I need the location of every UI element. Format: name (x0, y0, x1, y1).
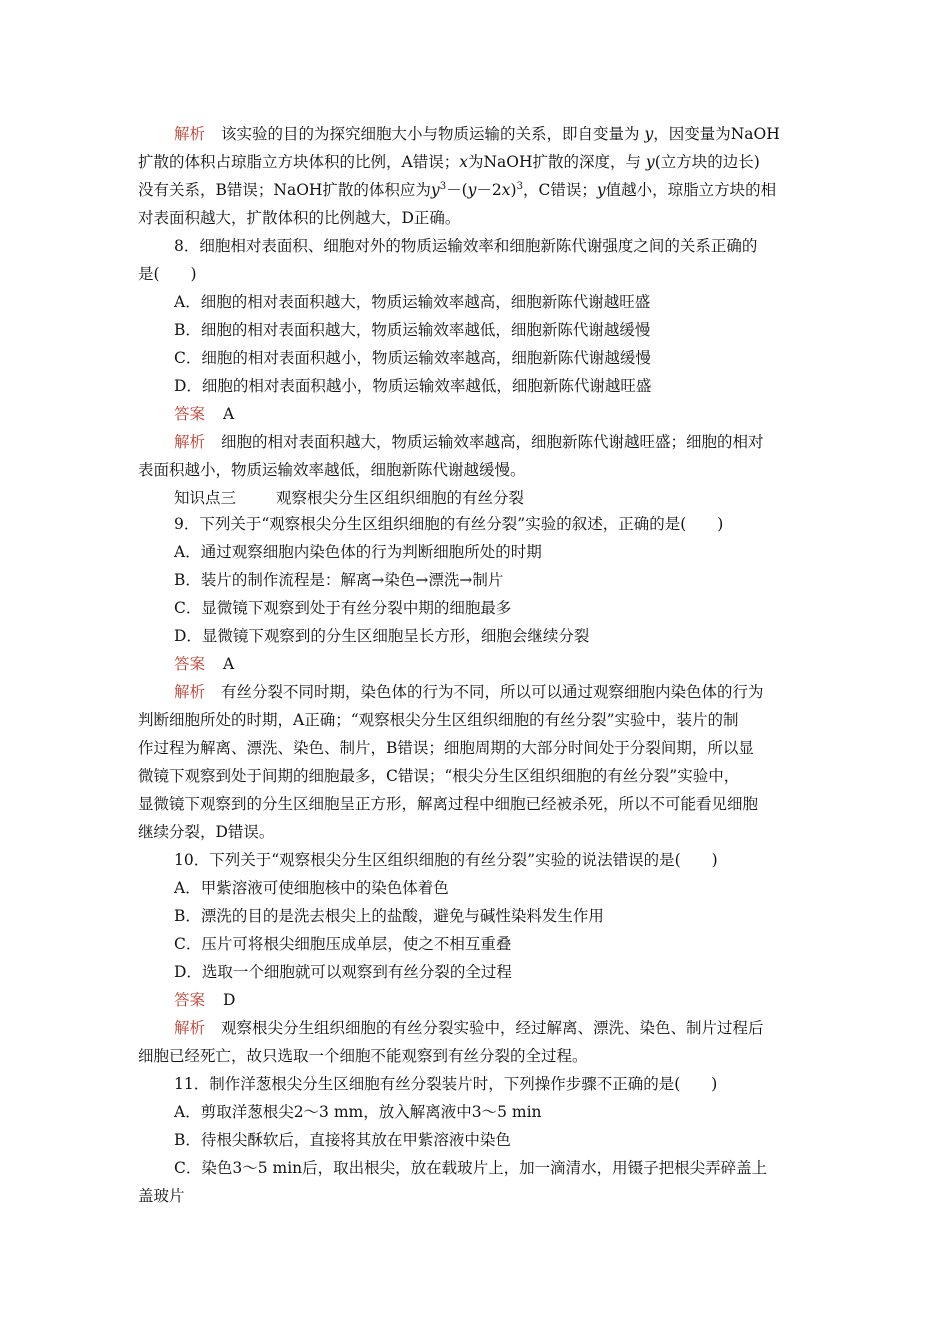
explanation-line: 没有关系，B错误；NaOH扩散的体积应为$y^3-(y-2x)^3$，C错误；y值越小，琼脂立方块的相 (138, 180, 777, 199)
question-stem: 11．制作洋葱根尖分生区细胞有丝分裂装片时，下列操作步骤不正确的是( ) (174, 1075, 718, 1093)
explanation-line: 解析 细胞的相对表面积越大，物质运输效率越高，细胞新陈代谢越旺盛；细胞的相对 (174, 433, 764, 451)
answer-line: 答案 A (174, 655, 235, 673)
option-d: D．细胞的相对表面积越小，物质运输效率越低，细胞新陈代谢越旺盛 (174, 377, 652, 395)
option-c: C．细胞的相对表面积越小，物质运输效率越高，细胞新陈代谢越缓慢 (174, 349, 651, 367)
explanation-label: 解析 (174, 125, 206, 143)
answer-label: 答案 (174, 405, 206, 423)
explanation-line: 细胞已经死亡，故只选取一个细胞不能观察到有丝分裂的全过程。 (138, 1047, 588, 1065)
option-b: B．待根尖酥软后，直接将其放在甲紫溶液中染色 (174, 1131, 511, 1149)
option-a: A．通过观察细胞内染色体的行为判断细胞所处的时期 (174, 543, 542, 561)
option-c-continued: 盖玻片 (138, 1187, 185, 1205)
question-stem: 9．下列关于“观察根尖分生区组织细胞的有丝分裂”实验的叙述，正确的是( ) (174, 515, 724, 533)
answer-label: 答案 (174, 655, 206, 673)
question-stem: 是( ) (138, 265, 197, 283)
option-c: C．染色3～5 min后，取出根尖，放在载玻片上，加一滴清水，用镊子把根尖弄碎盖上 (174, 1159, 768, 1177)
explanation-line: 继续分裂，D错误。 (138, 823, 275, 841)
option-a: A．细胞的相对表面积越大，物质运输效率越高，细胞新陈代谢越旺盛 (174, 293, 651, 311)
explanation-line: 扩散的体积占琼脂立方块体积的比例，A错误；x为NaOH扩散的深度，与 y(立方块的边长) (138, 153, 760, 171)
option-b: B．漂洗的目的是洗去根尖上的盐酸，避免与碱性染料发生作用 (174, 907, 604, 925)
explanation-line: 显微镜下观察到的分生区细胞呈正方形，解离过程中细胞已经被杀死，所以不可能看见细胞 (138, 795, 759, 813)
option-d: D．选取一个细胞就可以观察到有丝分裂的全过程 (174, 963, 512, 981)
explanation-label: 解析 (174, 1019, 206, 1037)
explanation-line: 微镜下观察到处于间期的细胞最多，C错误；“根尖分生区组织细胞的有丝分裂”实验中， (138, 767, 740, 785)
option-d: D．显微镜下观察到的分生区细胞呈长方形，细胞会继续分裂 (174, 627, 590, 645)
explanation-line: 对表面积越大，扩散体积的比例越大，D正确。 (138, 209, 461, 227)
option-a: A．甲紫溶液可使细胞核中的染色体着色 (174, 879, 449, 897)
explanation-line: 解析 该实验的目的为探究细胞大小与物质运输的关系，即自变量为 y，因变量为NaOH (174, 125, 780, 143)
answer-label: 答案 (174, 991, 206, 1009)
option-b: B．装片的制作流程是：解离→染色→漂洗→制片 (174, 571, 504, 589)
answer-line: 答案 D (174, 991, 236, 1009)
answer-line: 答案 A (174, 405, 235, 423)
option-b: B．细胞的相对表面积越大，物质运输效率越低，细胞新陈代谢越缓慢 (174, 321, 651, 339)
explanation-line: 解析 有丝分裂不同时期，染色体的行为不同，所以可以通过观察细胞内染色体的行为 (174, 683, 764, 701)
option-c: C．显微镜下观察到处于有丝分裂中期的细胞最多 (174, 599, 512, 617)
explanation-line: 表面积越小，物质运输效率越低，细胞新陈代谢越缓慢。 (138, 461, 526, 479)
knowledge-point-heading: 知识点三 观察根尖分生区组织细胞的有丝分裂 (174, 489, 525, 507)
question-stem: 10．下列关于“观察根尖分生区组织细胞的有丝分裂”实验的说法错误的是( ) (174, 851, 718, 869)
explanation-label: 解析 (174, 683, 206, 701)
option-c: C．压片可将根尖细胞压成单层，使之不相互重叠 (174, 935, 512, 953)
explanation-line: 解析 观察根尖分生组织细胞的有丝分裂实验中，经过解离、漂洗、染色、制片过程后 (174, 1019, 764, 1037)
explanation-line: 判断细胞所处的时期，A正确；“观察根尖分生区组织细胞的有丝分裂”实验中，装片的制 (138, 711, 739, 729)
question-stem: 8．细胞相对表面积、细胞对外的物质运输效率和细胞新陈代谢强度之间的关系正确的 (174, 237, 758, 255)
option-a: A．剪取洋葱根尖2～3 mm，放入解离液中3～5 min (174, 1103, 542, 1121)
explanation-line: 作过程为解离、漂洗、染色、制片，B错误；细胞周期的大部分时间处于分裂间期，所以显 (138, 739, 754, 757)
explanation-label: 解析 (174, 433, 206, 451)
